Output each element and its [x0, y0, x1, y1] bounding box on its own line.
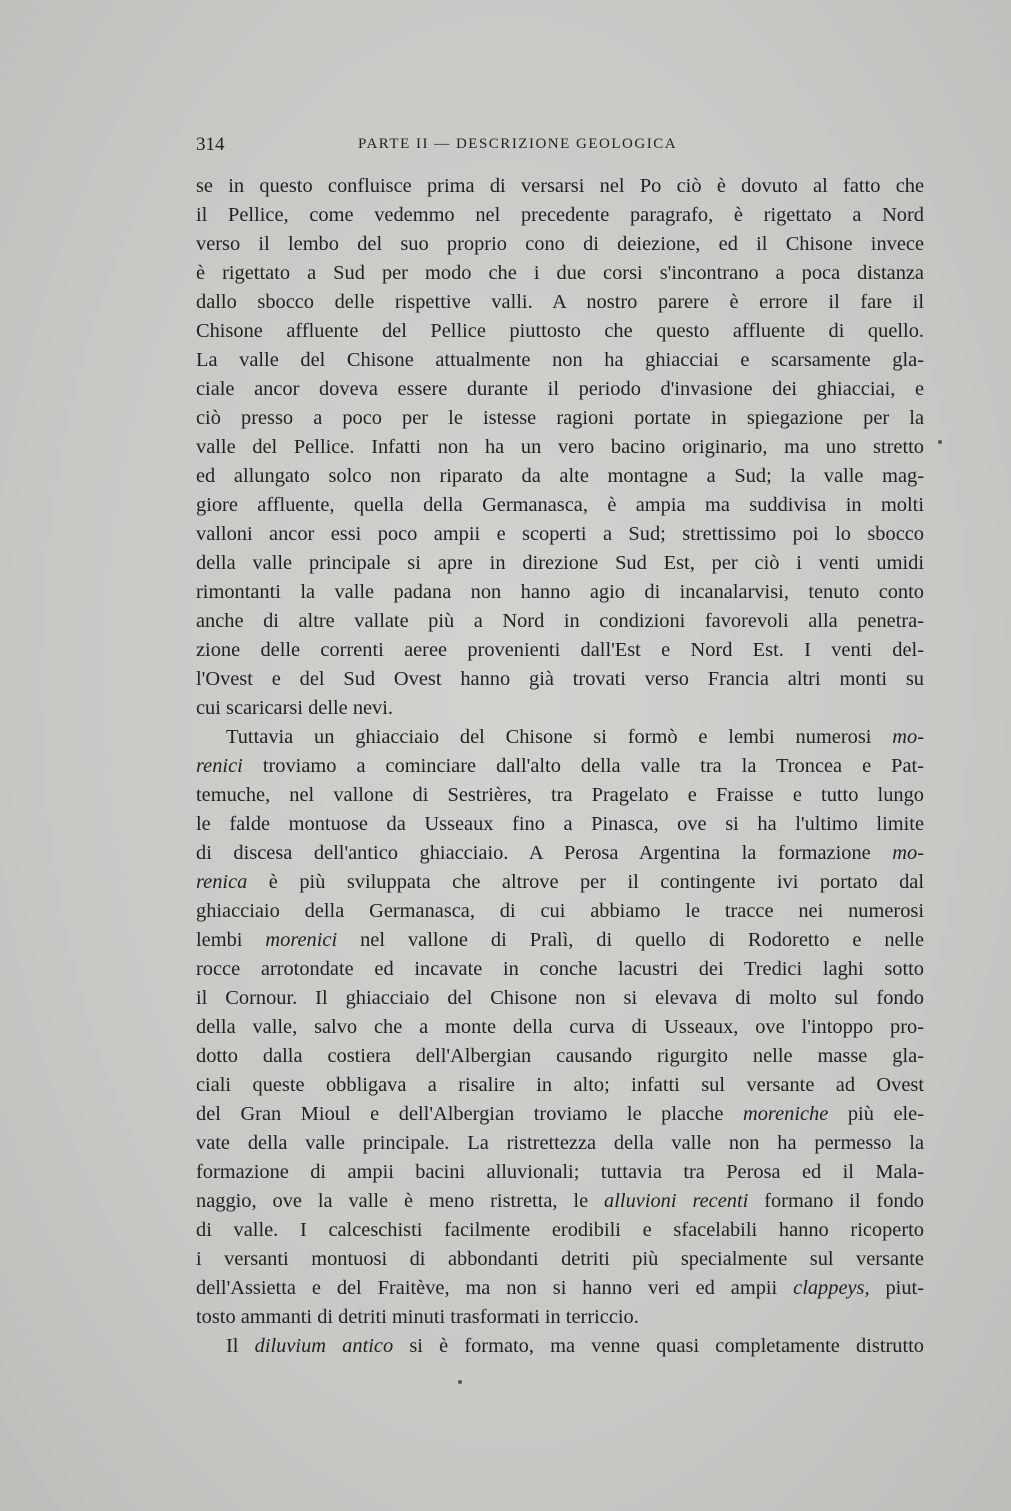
text-line [196, 1187, 924, 1216]
text-line [196, 230, 924, 259]
text-run: l'Ovest e del Sud Ovest hanno già trovati verso Francia altri monti su [196, 668, 924, 690]
text-run: anche di altre vallate più a Nord in condizioni favorevoli alla penetra- [196, 610, 924, 632]
text-run: della valle principale si apre in direzione Sud Est, per ciò i venti umidi [196, 552, 924, 574]
page-number: 314 [196, 134, 225, 155]
text-line [196, 1216, 924, 1245]
paragraph [196, 172, 924, 723]
scan-speck [938, 440, 942, 444]
text-run: le falde montuose da Usseaux fino a Pinasca, ove si ha l'ultimo limite [196, 813, 924, 835]
text-run: ed allungato solco non riparato da alte montagne a Sud; la valle mag- [196, 465, 924, 487]
italic-term: mo- [892, 726, 924, 748]
text-run: ciale ancor doveva essere durante il periodo d'invasione dei ghiacciai, e [196, 378, 924, 400]
text-line [196, 578, 924, 607]
text-line [196, 1303, 924, 1332]
italic-term: morenici [265, 929, 338, 951]
text-run: dotto dalla costiera dell'Albergian causando rigurgito nelle masse gla- [196, 1045, 924, 1067]
text-run: temuche, nel vallone di Sestrières, tra Pragelato e Fraisse e tutto lungo [196, 784, 924, 806]
text-run: è rigettato a Sud per modo che i due corsi s'incontrano a poca distanza [196, 262, 924, 284]
text-line [196, 636, 924, 665]
text-run: Il [226, 1335, 255, 1357]
text-line [196, 404, 924, 433]
text-run: se in questo confluisce prima di versarsi nel Po ciò è dovuto al fatto che [196, 175, 924, 197]
text-line [196, 1042, 924, 1071]
text-run: giore affluente, quella della Germanasca, è ampia ma suddivisa in molti [196, 494, 924, 516]
running-header [196, 128, 924, 158]
italic-term: clappeys, [793, 1277, 870, 1299]
text-line [196, 926, 924, 955]
text-run: è più sviluppata che altrove per il contingente ivi portato dal [247, 871, 924, 893]
italic-term: diluvium antico [254, 1335, 394, 1357]
text-run: ghiacciaio della Germanasca, di cui abbiamo le tracce nei numerosi [196, 900, 924, 922]
text-line [196, 520, 924, 549]
text-run: valle del Pellice. Infatti non ha un vero bacino originario, ma uno stretto [196, 436, 924, 458]
text-run: della valle, salvo che a monte della curva di Usseaux, ove l'intoppo pro- [196, 1016, 924, 1038]
text-line [196, 201, 924, 230]
text-run: dallo sbocco delle rispettive valli. A nostro parere è errore il fare il [196, 291, 924, 313]
text-run: rimontanti la valle padana non hanno agio di incanalarvisi, tenuto conto [196, 581, 924, 603]
paragraph [196, 723, 924, 1332]
text-run: si è formato, ma venne quasi completamente distrutto [393, 1335, 924, 1357]
text-run: lembi [196, 929, 266, 951]
italic-term: moreniche [742, 1103, 829, 1125]
text-line [196, 172, 924, 201]
text-line [196, 810, 924, 839]
italic-term: renici [196, 755, 243, 777]
text-line [196, 839, 924, 868]
text-run: di valle. I calceschisti facilmente erodibili e sfacelabili hanno ricoperto [196, 1219, 924, 1241]
text-line [196, 665, 924, 694]
scan-speck [458, 1380, 462, 1384]
text-run: del Gran Mioul e dell'Albergian troviamo le placche [196, 1103, 743, 1125]
text-line [196, 1013, 924, 1042]
text-line [196, 1274, 924, 1303]
text-run: ciò presso a poco per le istesse ragioni portate in spiegazione per la [196, 407, 924, 429]
text-run: dell'Assietta e del Fraitève, ma non si hanno veri ed ampii [196, 1277, 794, 1299]
text-line [196, 607, 924, 636]
text-line [196, 1332, 924, 1361]
text-line [196, 752, 924, 781]
text-run: valloni ancor essi poco ampii e scoperti a Sud; strettissimo poi lo sbocco [196, 523, 924, 545]
text-run: naggio, ove la valle è meno ristretta, le [196, 1190, 605, 1212]
text-run: vate della valle principale. La ristrettezza della valle non ha permesso la [196, 1132, 924, 1154]
text-line [196, 1158, 924, 1187]
text-run: il Pellice, come vedemmo nel precedente paragrafo, è rigettato a Nord [196, 204, 924, 226]
text-line [196, 723, 924, 752]
text-line [196, 694, 924, 723]
text-line [196, 375, 924, 404]
italic-term: renica [196, 871, 248, 893]
text-run: i versanti montuosi di abbondanti detriti più specialmente sul versante [196, 1248, 924, 1270]
text-run: Chisone affluente del Pellice piuttosto che questo affluente di quello. [196, 320, 924, 342]
text-line [196, 781, 924, 810]
text-run: tosto ammanti di detriti minuti trasformati in terriccio. [196, 1306, 639, 1328]
text-run: di discesa dell'antico ghiacciaio. A Perosa Argentina la formazione [196, 842, 893, 864]
text-run: rocce arrotondate ed incavate in conche lacustri dei Tredici laghi sotto [196, 958, 924, 980]
text-run: Tuttavia un ghiacciaio del Chisone si formò e lembi numerosi [226, 726, 893, 748]
text-run: troviamo a cominciare dall'alto della valle tra la Troncea e Pat- [242, 755, 924, 777]
text-run: ciali queste obbligava a risalire in alto; infatti sul versante ad Ovest [196, 1074, 924, 1096]
text-line [196, 1100, 924, 1129]
text-run: più ele- [828, 1103, 925, 1125]
text-line [196, 868, 924, 897]
text-run: cui scaricarsi delle nevi. [196, 697, 394, 719]
text-line [196, 462, 924, 491]
running-header-title: PARTE II — DESCRIZIONE GEOLOGICA [358, 136, 678, 152]
text-line [196, 288, 924, 317]
body-text [196, 172, 924, 1361]
text-line [196, 955, 924, 984]
text-line [196, 1071, 924, 1100]
text-run: piut- [869, 1277, 924, 1299]
italic-term: mo- [892, 842, 924, 864]
text-run: La valle del Chisone attualmente non ha ghiacciai e scarsamente gla- [196, 349, 924, 371]
text-run: nel vallone di Pralì, di quello di Rodoretto e nelle [337, 929, 924, 951]
text-run: formazione di ampii bacini alluvionali; tuttavia tra Perosa ed il Mala- [196, 1161, 924, 1183]
text-run: formano il fondo [748, 1190, 924, 1212]
text-line [196, 259, 924, 288]
text-line [196, 1245, 924, 1274]
text-run: il Cornour. Il ghiacciaio del Chisone non si elevava di molto sul fondo [196, 987, 924, 1009]
text-run: verso il lembo del suo proprio cono di deiezione, ed il Chisone invece [196, 233, 924, 255]
text-line [196, 549, 924, 578]
text-line [196, 346, 924, 375]
text-line [196, 897, 924, 926]
text-line [196, 1129, 924, 1158]
text-line [196, 433, 924, 462]
text-run: zione delle correnti aeree provenienti dall'Est e Nord Est. I venti del- [196, 639, 924, 661]
text-line [196, 317, 924, 346]
text-line [196, 491, 924, 520]
text-line [196, 984, 924, 1013]
paragraph [196, 1332, 924, 1361]
italic-term: alluvioni recenti [604, 1190, 749, 1212]
